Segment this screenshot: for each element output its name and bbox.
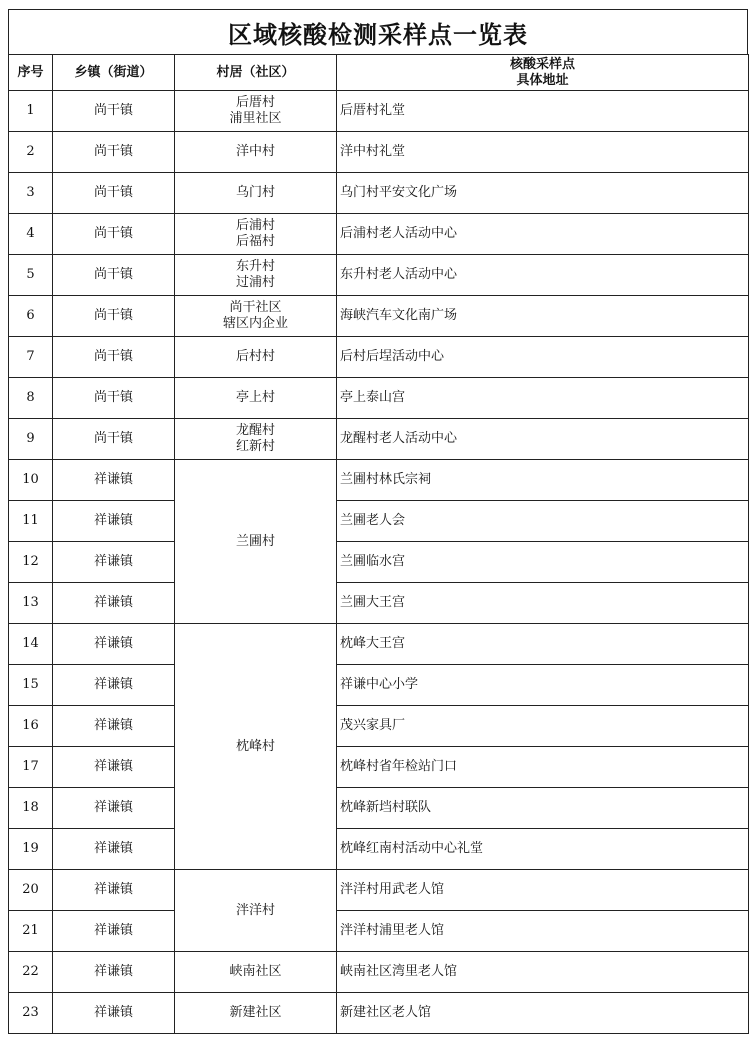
cell-village [175, 173, 337, 214]
cell-address: 泮洋村用武老人馆 [337, 870, 749, 911]
cell-village [175, 214, 337, 255]
cell-village [175, 296, 337, 337]
cell-address: 茂兴家具厂 [337, 706, 749, 747]
village-name: 尚干社区 [229, 300, 282, 315]
cell-village [175, 624, 337, 870]
village-name: 过浦村 [235, 275, 275, 290]
cell-address: 兰圃村林氏宗祠 [337, 460, 749, 501]
village-name: 后福村 [235, 234, 275, 249]
cell-town: 祥谦镇 [53, 788, 175, 829]
cell-address: 亭上泰山宫 [337, 378, 749, 419]
header-town: 乡镇（街道） [53, 55, 175, 91]
cell-address: 峡南社区湾里老人馆 [337, 952, 749, 993]
cell-address: 兰圃老人会 [337, 501, 749, 542]
village-name: 后浦村 [235, 218, 275, 233]
cell-town: 尚干镇 [53, 337, 175, 378]
cell-seq: 4 [9, 214, 53, 255]
table-row [9, 460, 749, 501]
cell-village [175, 91, 337, 132]
table-row [9, 378, 749, 419]
cell-town: 祥谦镇 [53, 583, 175, 624]
village-name: 兰圃村 [235, 533, 275, 549]
cell-town: 祥谦镇 [53, 624, 175, 665]
cell-seq: 3 [9, 173, 53, 214]
cell-seq: 12 [9, 542, 53, 583]
village-name: 枕峰村 [235, 738, 275, 754]
cell-seq: 1 [9, 91, 53, 132]
cell-seq: 5 [9, 255, 53, 296]
cell-village [175, 132, 337, 173]
cell-seq: 16 [9, 706, 53, 747]
table-row [9, 173, 749, 214]
sampling-sites-table [8, 54, 749, 1034]
village-name: 后厝村 [235, 95, 275, 110]
village-name: 辖区内企业 [222, 316, 288, 331]
table-row [9, 993, 749, 1034]
table-row [9, 419, 749, 460]
village-name: 浦里社区 [229, 111, 282, 126]
table-row [9, 747, 749, 788]
cell-seq: 23 [9, 993, 53, 1034]
cell-village [175, 255, 337, 296]
village-name: 泮洋村 [235, 902, 275, 918]
cell-seq: 19 [9, 829, 53, 870]
cell-town: 祥谦镇 [53, 706, 175, 747]
village-name: 龙醒村 [235, 423, 275, 438]
cell-address: 龙醒村老人活动中心 [337, 419, 749, 460]
cell-town: 尚干镇 [53, 132, 175, 173]
table-body [9, 91, 749, 1034]
cell-seq: 18 [9, 788, 53, 829]
cell-address: 枕峰村省年检站门口 [337, 747, 749, 788]
cell-town: 祥谦镇 [53, 501, 175, 542]
table-row [9, 911, 749, 952]
cell-town: 祥谦镇 [53, 829, 175, 870]
table-row [9, 501, 749, 542]
cell-town: 尚干镇 [53, 255, 175, 296]
cell-town: 祥谦镇 [53, 911, 175, 952]
header-address-line1: 核酸采样点 [509, 56, 575, 72]
sampling-sites-sheet [8, 9, 748, 1034]
cell-town: 祥谦镇 [53, 542, 175, 583]
village-name: 后村村 [235, 349, 275, 364]
cell-address: 后厝村礼堂 [337, 91, 749, 132]
cell-seq: 15 [9, 665, 53, 706]
table-row [9, 624, 749, 665]
cell-town: 祥谦镇 [53, 993, 175, 1034]
table-row [9, 91, 749, 132]
cell-village [175, 419, 337, 460]
table-row [9, 788, 749, 829]
village-name: 新建社区 [229, 1005, 282, 1020]
table-row [9, 583, 749, 624]
cell-address: 后浦村老人活动中心 [337, 214, 749, 255]
cell-address: 祥谦中心小学 [337, 665, 749, 706]
table-row [9, 542, 749, 583]
cell-village [175, 952, 337, 993]
village-name: 红新村 [235, 439, 275, 454]
village-name: 峡南社区 [229, 964, 282, 979]
cell-seq: 13 [9, 583, 53, 624]
cell-address: 海峡汽车文化南广场 [337, 296, 749, 337]
cell-address: 洋中村礼堂 [337, 132, 749, 173]
cell-address: 后村后埕活动中心 [337, 337, 749, 378]
header-address-line2: 具体地址 [516, 72, 569, 88]
village-name: 乌门村 [235, 185, 275, 200]
cell-seq: 20 [9, 870, 53, 911]
table-row [9, 296, 749, 337]
cell-town: 尚干镇 [53, 214, 175, 255]
village-name: 亭上村 [235, 390, 275, 405]
cell-town: 祥谦镇 [53, 665, 175, 706]
cell-seq: 8 [9, 378, 53, 419]
table-row [9, 829, 749, 870]
cell-town: 尚干镇 [53, 378, 175, 419]
table-row [9, 132, 749, 173]
cell-town: 祥谦镇 [53, 460, 175, 501]
table-row [9, 952, 749, 993]
cell-address: 兰圃临水宫 [337, 542, 749, 583]
header-row [9, 55, 749, 91]
header-address [337, 55, 749, 91]
village-name: 洋中村 [235, 144, 275, 159]
table-row [9, 870, 749, 911]
cell-seq: 22 [9, 952, 53, 993]
table-row [9, 214, 749, 255]
cell-town: 祥谦镇 [53, 747, 175, 788]
cell-village [175, 870, 337, 952]
cell-village [175, 460, 337, 624]
cell-seq: 11 [9, 501, 53, 542]
cell-seq: 10 [9, 460, 53, 501]
cell-address: 枕峰新垱村联队 [337, 788, 749, 829]
cell-address: 新建社区老人馆 [337, 993, 749, 1034]
header-village: 村居（社区） [175, 55, 337, 91]
cell-town: 尚干镇 [53, 173, 175, 214]
cell-town: 尚干镇 [53, 296, 175, 337]
cell-town: 尚干镇 [53, 91, 175, 132]
cell-town: 尚干镇 [53, 419, 175, 460]
cell-address: 乌门村平安文化广场 [337, 173, 749, 214]
table-row [9, 665, 749, 706]
cell-seq: 6 [9, 296, 53, 337]
cell-village [175, 337, 337, 378]
table-row [9, 337, 749, 378]
cell-address: 枕峰红南村活动中心礼堂 [337, 829, 749, 870]
cell-village [175, 378, 337, 419]
cell-seq: 7 [9, 337, 53, 378]
cell-address: 枕峰大王宫 [337, 624, 749, 665]
header-seq: 序号 [9, 55, 53, 91]
table-row [9, 706, 749, 747]
cell-seq: 2 [9, 132, 53, 173]
cell-seq: 21 [9, 911, 53, 952]
cell-town: 祥谦镇 [53, 870, 175, 911]
cell-seq: 14 [9, 624, 53, 665]
table-row [9, 255, 749, 296]
cell-town: 祥谦镇 [53, 952, 175, 993]
cell-village [175, 993, 337, 1034]
cell-seq: 9 [9, 419, 53, 460]
cell-seq: 17 [9, 747, 53, 788]
village-name: 东升村 [235, 259, 275, 274]
cell-address: 泮洋村浦里老人馆 [337, 911, 749, 952]
cell-address: 东升村老人活动中心 [337, 255, 749, 296]
page-title: 区域核酸检测采样点一览表 [8, 9, 748, 54]
cell-address: 兰圃大王宫 [337, 583, 749, 624]
